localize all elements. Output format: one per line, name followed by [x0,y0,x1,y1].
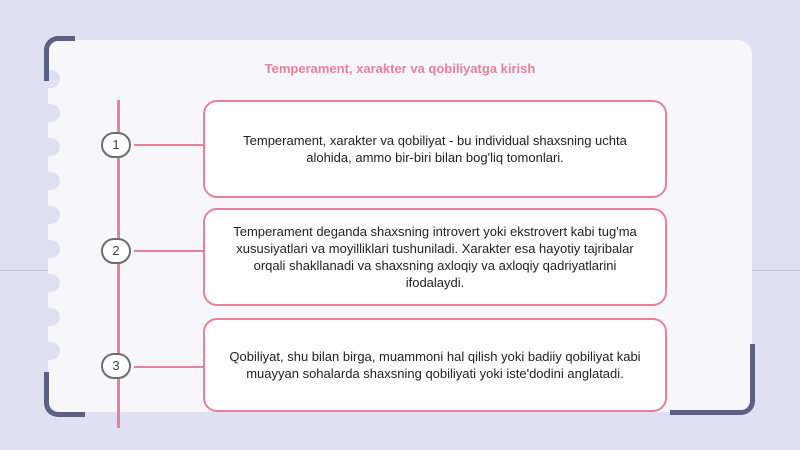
slide-title: Temperament, xarakter va qobiliyatga kirish [264,61,536,76]
timeline-card [203,318,667,412]
timeline-connector [134,144,204,146]
binder-hole [38,240,60,258]
corner-bracket-bottom-right [670,344,755,415]
step-number-badge: 1 [101,132,131,158]
timeline-connector [134,250,204,252]
binder-hole [38,172,60,190]
binder-hole [38,138,60,156]
corner-bracket-bottom-left [44,372,85,417]
timeline-connector [134,366,204,368]
corner-bracket-top-left [44,36,75,81]
binder-hole [38,104,60,122]
step-number-badge: 3 [101,353,131,379]
step-number-badge: 2 [101,238,131,264]
binder-hole [38,274,60,292]
binder-hole [38,308,60,326]
card-text: Temperament deganda shaxsning introvert yoki ekstrovert kabi tug'ma xususiyatlari va moyilliklari tushuniladi. Xarakter esa hayotiy tajribalar orqali shakllanadi va shaxsning axloqiy va axloqiy qadriyatlarini ifodalaydi. [233,224,637,290]
binder-hole [38,206,60,224]
card-text: Qobiliyat, shu bilan birga, muammoni hal qilish yoki badiiy qobiliyat kabi muayyan sohalarda shaxsning qobiliyati yoki iste'dodini anglatadi. [229,349,641,381]
timeline-card [203,208,667,306]
binder-hole [38,342,60,360]
timeline-card [203,100,667,198]
card-text: Temperament, xarakter va qobiliyat - bu individual shaxsning uchta alohida, ammo bir-biri bilan bog'liq tomonlari. [243,133,627,165]
